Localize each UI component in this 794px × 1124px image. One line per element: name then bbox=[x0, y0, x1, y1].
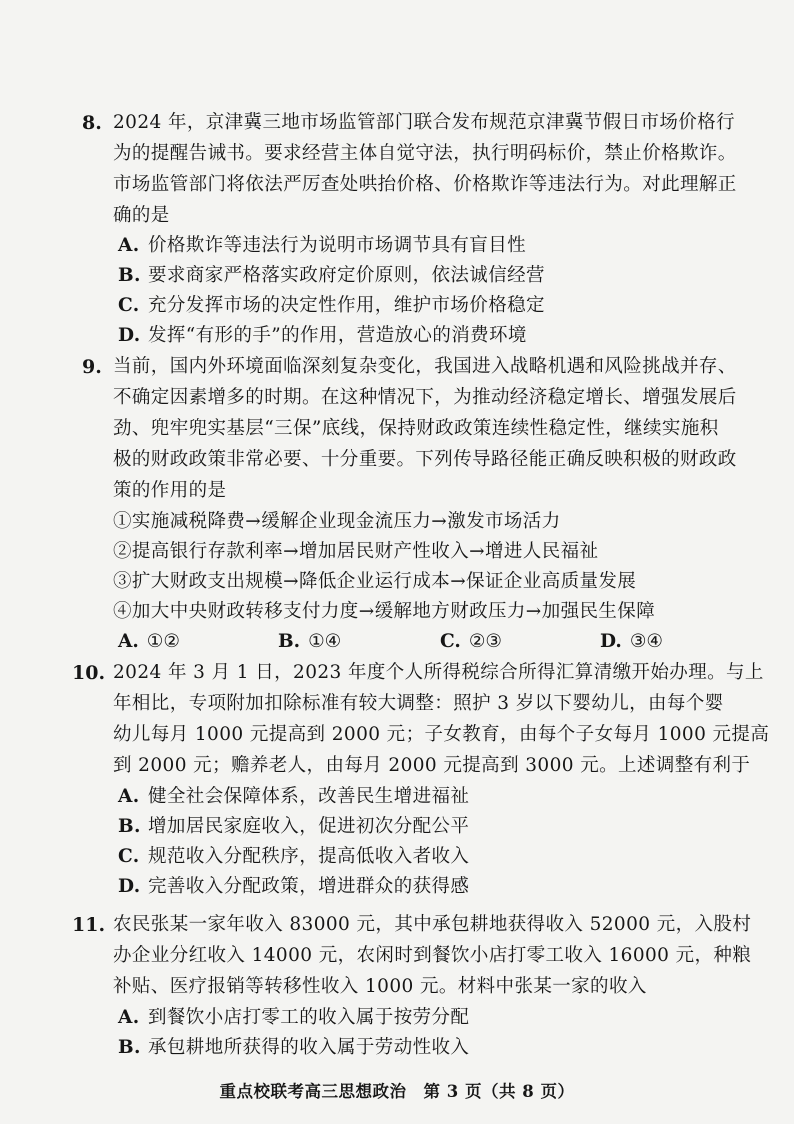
question-stem-line: 策的作用的是 bbox=[113, 480, 227, 501]
option-b: B. 增加居民家庭收入，促进初次分配公平 bbox=[118, 816, 470, 837]
question-stem-line: 农民张某一家年收入 83000 元，其中承包耕地获得收入 52000 元，入股村 bbox=[113, 914, 752, 935]
option-c: C. ②③ bbox=[440, 631, 503, 652]
statement-1: ①实施减税降费→缓解企业现金流压力→激发市场活力 bbox=[113, 511, 561, 532]
option-b: B. ①④ bbox=[278, 631, 342, 652]
option-a: A. 价格欺诈等违法行为说明市场调节具有盲目性 bbox=[118, 235, 527, 256]
question-stem-line: 补贴、医疗报销等转移性收入 1000 元。材料中张某一家的收入 bbox=[113, 976, 647, 997]
question-number: 11. bbox=[72, 914, 106, 936]
option-a: A. ①② bbox=[118, 631, 180, 652]
question-stem-line: 市场监管部门将依法严厉查处哄抬价格、价格欺诈等违法行为。对此理解正 bbox=[113, 174, 737, 195]
statement-2: ②提高银行存款利率→增加居民财产性收入→增进人民福祉 bbox=[113, 541, 599, 562]
page-footer: 重点校联考高三思想政治 第 3 页（共 8 页） bbox=[219, 1082, 575, 1101]
question-stem-line: 劲、兜牢兜实基层“三保”底线，保持财政政策连续性稳定性，继续实施积 bbox=[113, 418, 719, 439]
question-stem-line: 不确定因素增多的时期。在这种情况下，为推动经济稳定增长、增强发展后 bbox=[113, 387, 737, 408]
option-a: A. 健全社会保障体系，改善民生增进福祉 bbox=[118, 786, 470, 807]
question-number: 8. bbox=[82, 112, 102, 134]
question-stem-line: 幼儿每月 1000 元提高到 2000 元；子女教育，由每个子女每月 1000 元提高 bbox=[113, 724, 770, 745]
question-stem-line: 2024 年，京津冀三地市场监管部门联合发布规范京津冀节假日市场价格行 bbox=[113, 112, 735, 133]
question-stem-line: 当前，国内外环境面临深刻复杂变化，我国进入战略机遇和风险挑战并存、 bbox=[113, 356, 737, 377]
question-stem-line: 2024 年 3 月 1 日，2023 年度个人所得税综合所得汇算清缴开始办理。与上 bbox=[113, 662, 764, 683]
option-d: D. 完善收入分配政策，增进群众的获得感 bbox=[118, 876, 470, 897]
question-stem-line: 年相比，专项附加扣除标准有较大调整：照护 3 岁以下婴幼儿，由每个婴 bbox=[113, 693, 724, 714]
option-c: C. 充分发挥市场的决定性作用，维护市场价格稳定 bbox=[118, 295, 545, 316]
question-stem-line: 到 2000 元；赡养老人，由每月 2000 元提高到 3000 元。上述调整有利于 bbox=[113, 755, 751, 776]
question-stem-line: 极的财政政策非常必要、十分重要。下列传导路径能正确反映积极的财政政 bbox=[113, 449, 737, 470]
option-a: A. 到餐饮小店打零工的收入属于按劳分配 bbox=[118, 1007, 470, 1028]
option-b: B. 承包耕地所获得的收入属于劳动性收入 bbox=[118, 1037, 470, 1058]
option-c: C. 规范收入分配秩序，提高低收入者收入 bbox=[118, 846, 470, 867]
question-stem-line: 确的是 bbox=[113, 205, 170, 226]
question-stem-line: 办企业分红收入 14000 元，农闲时到餐饮小店打零工收入 16000 元，种粮 bbox=[113, 945, 752, 966]
question-number: 9. bbox=[82, 356, 102, 378]
option-b: B. 要求商家严格落实政府定价原则，依法诚信经营 bbox=[118, 265, 545, 286]
statement-4: ④加大中央财政转移支付力度→缓解地方财政压力→加强民生保障 bbox=[113, 601, 656, 622]
statement-3: ③扩大财政支出规模→降低企业运行成本→保证企业高质量发展 bbox=[113, 571, 637, 592]
question-stem-line: 为的提醒告诫书。要求经营主体自觉守法，执行明码标价，禁止价格欺诈。 bbox=[113, 143, 737, 164]
option-d: D. 发挥“有形的手”的作用，营造放心的消费环境 bbox=[118, 325, 527, 346]
option-d: D. ③④ bbox=[600, 631, 663, 652]
question-number: 10. bbox=[72, 662, 106, 684]
